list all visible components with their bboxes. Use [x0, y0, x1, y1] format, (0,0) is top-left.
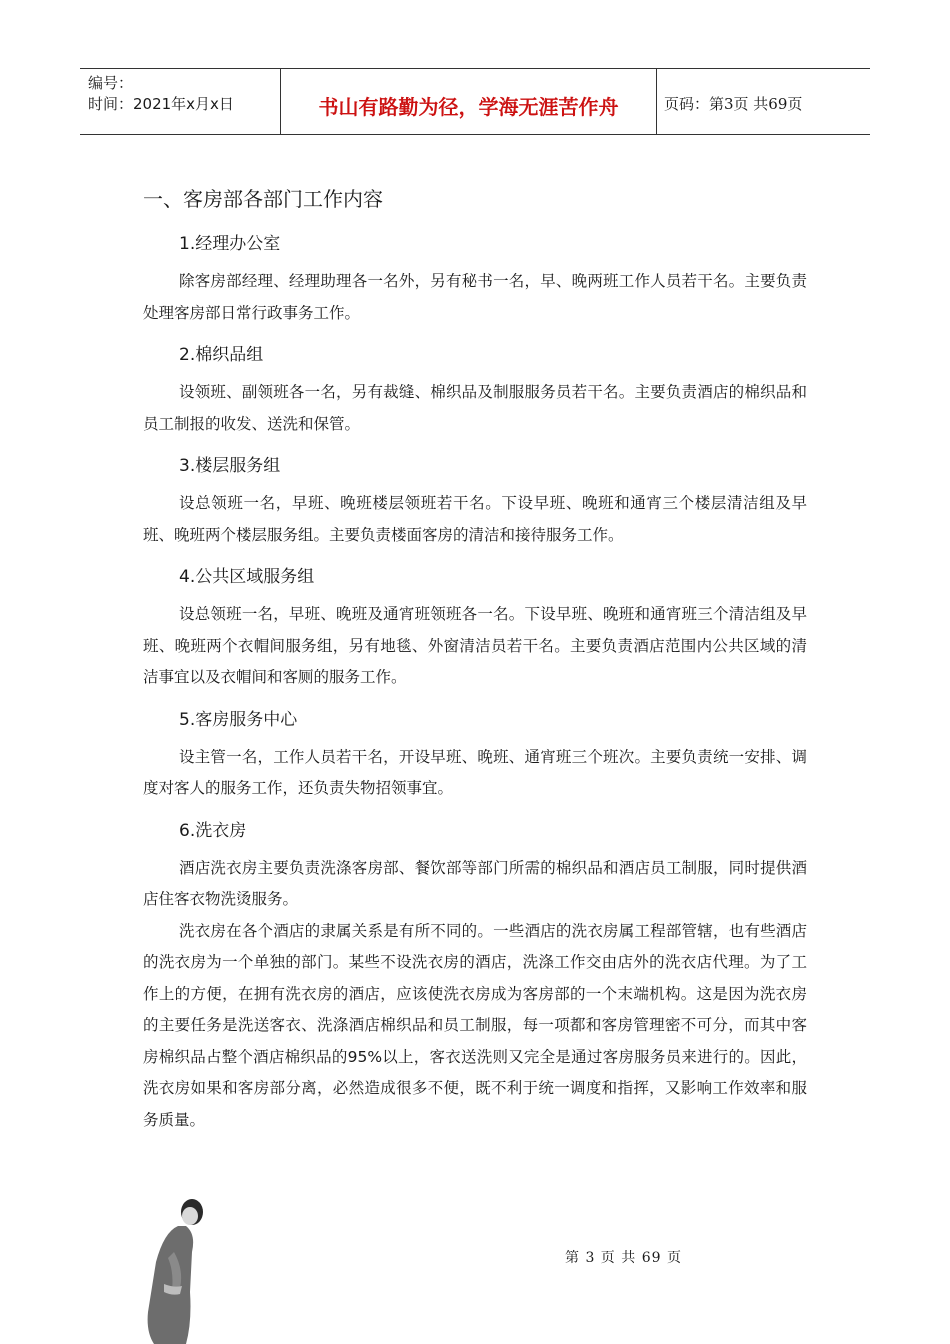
paragraph: 酒店洗衣房主要负责洗涤客房部、餐饮部等部门所需的棉织品和酒店员工制服，同时提供酒店住客衣物洗烫服务。	[143, 858, 807, 908]
subsection	[143, 817, 807, 1137]
paragraph: 洗衣房在各个酒店的隶属关系是有所不同的。一些酒店的洗衣房属工程部管辖，也有些酒店的洗衣房为一个单独的部门。某些不设洗衣房的酒店，洗涤工作交由店外的洗衣店代理。为了工作上的方便，在拥有洗衣房的酒店，应该使洗衣房成为客房部的一个末端机构。这是因为洗衣房的主要任务是洗送客衣、洗涤酒店棉织品和员工制服，每一项都和客房管理密不可分，而其中客房棉织品占整个酒店棉织品的95%以上，客衣送洗则又完全是通过客房服务员来进行的。因此，洗衣房如果和客房部分离，必然造成很多不便，既不利于统一调度和指挥，又影响工作效率和服务质量。	[143, 921, 807, 1129]
document-body	[143, 184, 807, 1148]
header-page-info: 页码：第3页 共69页	[664, 95, 803, 113]
bowing-staff-illustration	[134, 1192, 214, 1344]
section-title: 一、客房部各部门工作内容	[143, 187, 383, 211]
subsection	[143, 563, 807, 694]
subsection-title: 2.棉织品组	[179, 345, 264, 365]
subsection	[143, 341, 807, 440]
subsection-title: 1.经理办公室	[179, 234, 281, 254]
subsection-title: 3.楼层服务组	[179, 456, 281, 476]
subsection-title: 5.客房服务中心	[179, 709, 298, 730]
paragraph: 设领班、副领班各一名，另有裁缝、棉织品及制服服务员若干名。主要负责酒店的棉织品和员工制报的收发、送洗和保管。	[143, 383, 807, 433]
subsection-title: 4.公共区域服务组	[179, 567, 315, 587]
header-motto: 书山有路勤为径，学海无涯苦作舟	[318, 95, 619, 119]
header-time: 时间：2021年x月x日	[88, 95, 234, 113]
subsection	[143, 230, 807, 329]
subsection	[143, 452, 807, 551]
header-divider	[656, 69, 657, 134]
subsection	[143, 706, 807, 805]
paragraph: 设总领班一名，早班、晚班及通宵班领班各一名。下设早班、晚班和通宵班三个清洁组及早班、晚班两个衣帽间服务组，另有地毯、外窗清洁员若干名。主要负责酒店范围内公共区域的清洁事宜以及衣帽间和客厕的服务工作。	[143, 605, 807, 686]
paragraph: 除客房部经理、经理助理各一名外，另有秘书一名，早、晚两班工作人员若干名。主要负责处理客房部日常行政事务工作。	[143, 272, 807, 322]
page-footer: 第 3 页 共 69 页	[565, 1250, 682, 1266]
paragraph: 设总领班一名，早班、晚班楼层领班若干名。下设早班、晚班和通宵三个楼层清洁组及早班、晚班两个楼层服务组。主要负责楼面客房的清洁和接待服务工作。	[143, 494, 807, 544]
subsection-title: 6.洗衣房	[179, 820, 247, 841]
paragraph: 设主管一名，工作人员若干名，开设早班、晚班、通宵班三个班次。主要负责统一安排、调度对客人的服务工作，还负责失物招领事宜。	[143, 747, 807, 797]
header-number: 编号：	[88, 74, 134, 92]
page-header	[80, 68, 870, 135]
header-meta	[88, 73, 234, 115]
